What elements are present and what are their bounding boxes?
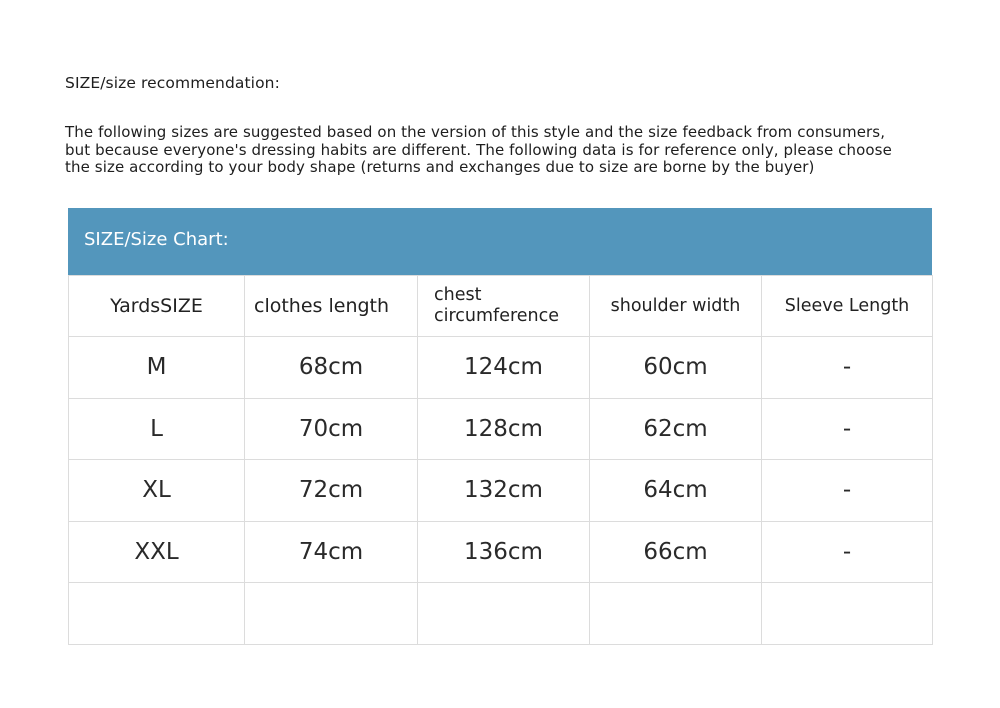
intro-line: the size according to your body shape (returns and exchanges due to size are borne by the buyer) [65,158,815,176]
chest-cell: 132cm [418,460,590,522]
empty-cell [69,583,245,645]
intro-line: The following sizes are suggested based on the version of this style and the size feedback from consumers, [65,123,886,141]
size-cell: L [69,398,245,460]
header-cell-size: YardsSIZE [69,276,245,337]
sleeve-cell: - [762,398,933,460]
empty-cell [762,583,933,645]
sleeve-cell: - [762,521,933,583]
size-chart [68,208,932,646]
table-header-row [69,276,933,337]
size-table [68,275,933,645]
table-row [69,521,933,583]
size-cell: M [69,337,245,399]
header-cell-clothes-length: clothes length [245,276,418,337]
intro-paragraph [65,124,945,177]
clothes-length-cell: 72cm [245,460,418,522]
shoulder-cell: 64cm [590,460,762,522]
clothes-length-cell: 74cm [245,521,418,583]
header-cell-sleeve-length: Sleeve Length [762,276,933,337]
chest-cell: 136cm [418,521,590,583]
chest-cell: 124cm [418,337,590,399]
sleeve-cell: - [762,337,933,399]
size-cell: XXL [69,521,245,583]
empty-cell [590,583,762,645]
chest-cell: 128cm [418,398,590,460]
table-row-empty [69,583,933,645]
size-chart-banner: SIZE/Size Chart: [68,208,932,275]
sleeve-cell: - [762,460,933,522]
shoulder-cell: 60cm [590,337,762,399]
table-row [69,398,933,460]
shoulder-cell: 62cm [590,398,762,460]
clothes-length-cell: 68cm [245,337,418,399]
header-cell-shoulder-width: shoulder width [590,276,762,337]
header-cell-chest-circumference: chest circumference [418,276,590,337]
intro-line: but because everyone's dressing habits are different. The following data is for reference only, please choose [65,140,892,159]
table-row [69,337,933,399]
empty-cell [245,583,418,645]
empty-cell [418,583,590,645]
table-row [69,460,933,522]
clothes-length-cell: 70cm [245,398,418,460]
section-heading: SIZE/size recommendation: [65,74,280,92]
shoulder-cell: 66cm [590,521,762,583]
size-cell: XL [69,460,245,522]
